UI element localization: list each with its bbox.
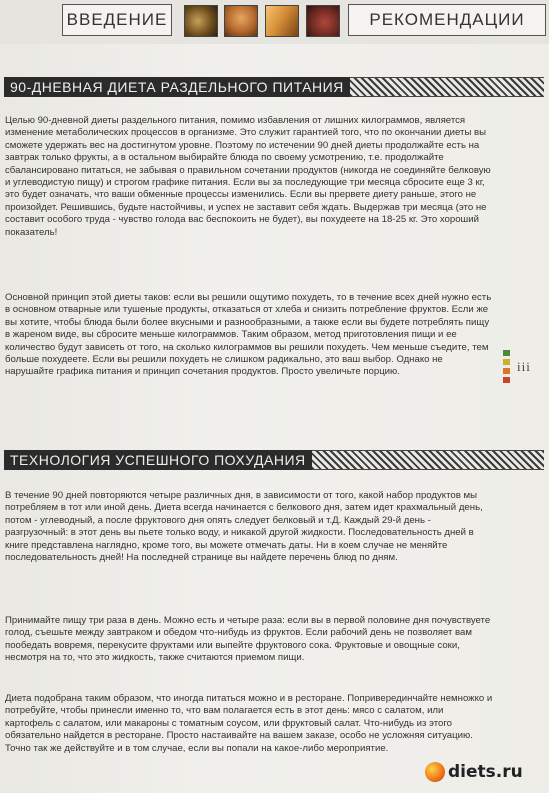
header-thumbnail-1	[184, 5, 218, 37]
side-page-marker	[503, 350, 533, 390]
paragraph-diet-goal: Целью 90-дневной диеты раздельного питания, помимо избавления от лишних килограммов, является изменение метаболических процессов в организме. Это служит гарантией того, что по окончании диеты вы сможете удержать вес на достигнутом уровне. Поэтому по истечении 90 дней диеты продолжайте есть на завтрак только фрукты, а в остальном выбирайте блюда по своему усмотрению, т.е. продолжайте сбалансировано питаться, не забывая о правильном сочетании продуктов (никогда не соединяйте белковую и углеводистую пищу) и строгом графике питания. Если вы за последующие три месяца сбросите еще 3 кг, это будет означать, что ваши обменные процессы изменились. Если вы прервете диету раньше, этого не произойдет. Решившись, будьте настойчивы, и успех не заставит себя ждать. Выдержав три месяца (это не составит особого труда - чувство голода вас беспокоить не будет), вы похудеете на 18-25 кг. Это хороший показатель!	[5, 115, 491, 238]
marker-square-yellow	[503, 359, 510, 365]
heading-hatch-decoration	[312, 450, 544, 470]
section-heading-technology	[4, 450, 544, 470]
section-title: ТЕХНОЛОГИЯ УСПЕШНОГО ПОХУДАНИЯ	[4, 450, 312, 470]
heading-hatch-decoration	[350, 77, 544, 97]
section-title: 90-ДНЕВНАЯ ДИЕТА РАЗДЕЛЬНОГО ПИТАНИЯ	[4, 77, 350, 97]
site-watermark	[425, 760, 523, 784]
paragraph-restaurant: Диета подобрана таким образом, что иногда питаться можно и в ресторане. Поприверединчайте немножко и потребуйте, чтобы принесли именно то, что вам полагается есть в этот день: мясо с салатом, или картофель с салатом, или макароны с томатным соусом, или фруктовый салат. Что-нибудь из этого обязательно найдется в ресторане. Просто настаивайте на вашем заказе, особо не усложняя ситуацию. Точно так же действуйте и в том случае, если вы попали на какое-либо мероприятие.	[5, 693, 493, 754]
header-thumbnail-2	[224, 5, 258, 37]
paragraph-meal-times: Принимайте пищу три раза в день. Можно есть и четыре раза: если вы в первой половине дня почувствуете голод, съешьте между завтраком и обедом что-нибудь из фруктов. Если рабочий день не позволяет вам пообедать вовремя, перекусите фруктами или выпейте фруктового сока. Фруктовые и овощные соки, несмотря на то, что это жидкость, также считаются приемом пищи.	[5, 615, 491, 664]
header-tab-introduction: ВВЕДЕНИЕ	[62, 4, 172, 36]
paragraph-day-sequence: В течение 90 дней повторяются четыре различных дня, в зависимости от того, какой набор продуктов мы потребляем в тот или иной день. Диета всегда начинается с белкового дня, затем идет крахмальный день, потом - углеводный, а после фруктового дня опять следует белковый и т.Д. Каждый 29-й день - разгрузочный: в этот день вы пьете только воду, и никакой другой жидкости. Последовательность дней в книге представлена наглядно, кроме того, вы можете отмечать даты. Ни в коем случае не меняйте последовательность дней! На последней странице вы найдете перечень блюд по дням.	[5, 490, 483, 564]
page-header	[0, 0, 549, 44]
orange-fruit-icon	[425, 762, 445, 782]
section-heading-diet	[4, 77, 544, 97]
marker-square-green	[503, 350, 510, 356]
marker-square-orange	[503, 368, 510, 374]
header-tab-recommendations: РЕКОМЕНДАЦИИ	[348, 4, 546, 36]
header-thumbnail-4	[306, 5, 340, 37]
page-marker-label: iii	[517, 359, 531, 374]
marker-square-red	[503, 377, 510, 383]
header-thumbnail-3	[265, 5, 299, 37]
paragraph-diet-principle: Основной принцип этой диеты таков: если вы решили ощутимо похудеть, то в течение всех дней нужно есть в основном отварные или тушеные продукты, отказаться от хлеба и снизить потребление фруктов. Если же вы хотите, чтобы блюда были более вкусными и разнообразными, а также если вы будете потреблять пищу в жареном виде, вы сбросите меньше килограммов. Таким образом, метод приготовления пищи и ее количество будут зависеть от того, на сколько килограммов вы решили похудеть. Чем меньше съедите, тем больше похудеете. Если вы решили похудеть не слишком радикально, это ваш выбор. Однако не нарушайте графика питания и принцип сочетания продуктов. Просто увеличьте порцию.	[5, 292, 492, 378]
watermark-text: diets.ru	[448, 762, 523, 782]
